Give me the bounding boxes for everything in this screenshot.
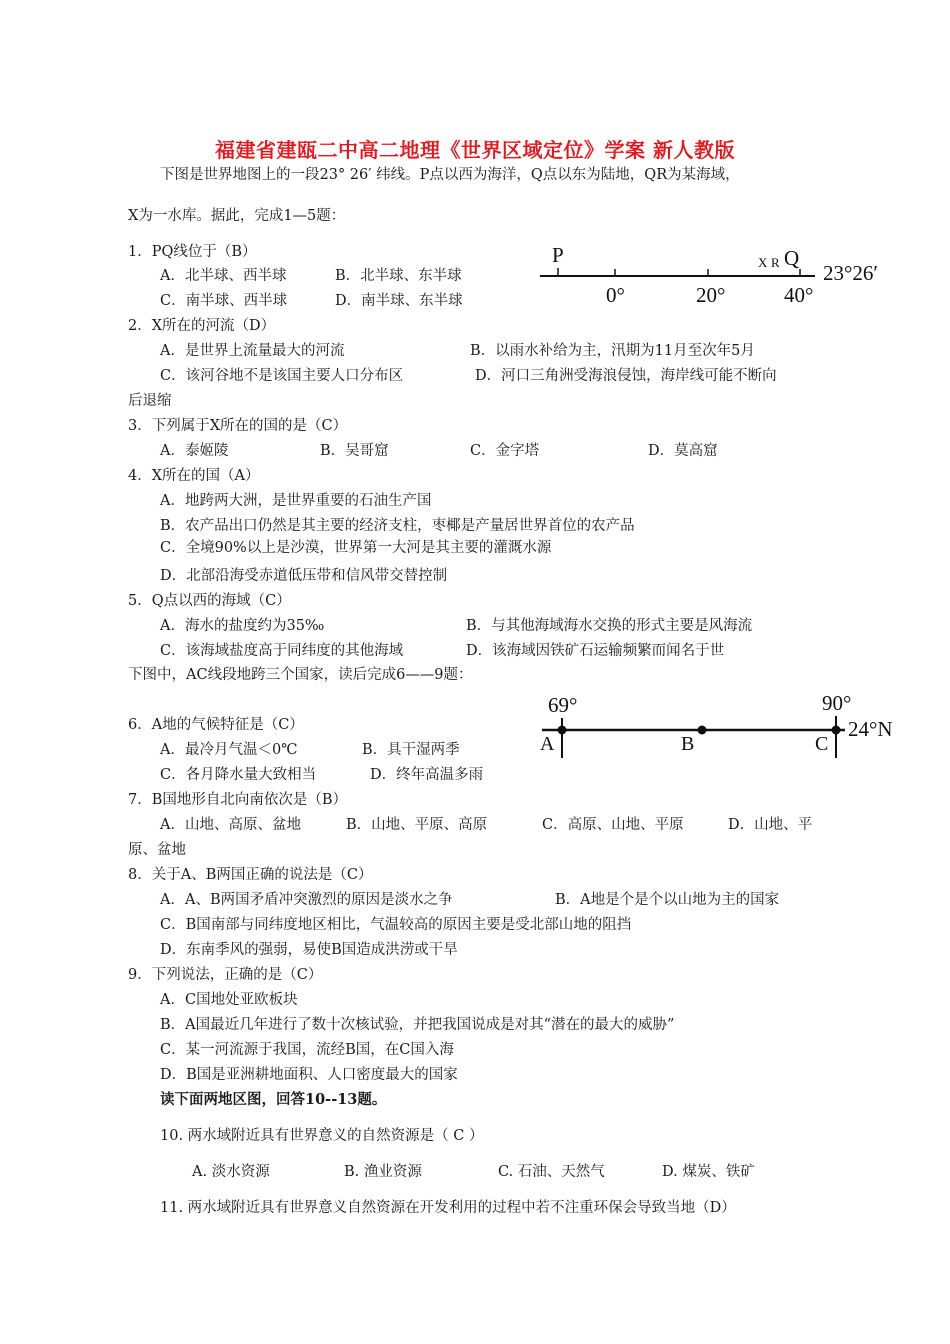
q7-option-d-cont: 原、盆地 xyxy=(128,842,186,858)
q2-option-d: D．河口三角洲受海浪侵蚀，海岸线可能不断向 xyxy=(475,368,777,384)
q6-option-d: D．终年高温多雨 xyxy=(370,767,484,783)
q3-stem: 3．下列属于X所在的国的是（C） xyxy=(128,418,348,434)
q8-option-d: D．东南季风的强弱，易使B国造成洪涝或干旱 xyxy=(160,942,458,958)
q7-option-c: C．高原、山地、平原 xyxy=(542,817,684,833)
q7-stem: 7．B国地形自北向南依次是（B） xyxy=(128,792,348,808)
tick-label-0: 0° xyxy=(606,283,625,307)
point-a xyxy=(558,726,567,735)
label-lat: 23°26′ xyxy=(823,261,878,285)
label-a: A xyxy=(540,733,555,755)
page-title: 福建省建瓯二中高二地理《世界区域定位》学案 新人教版 xyxy=(215,138,735,162)
intro-line-1: 下图是世界地图上的一段23° 26′ 纬线。P点以西为海洋，Q点以东为陆地，QR为某海域， xyxy=(160,167,740,183)
q7-option-a: A．山地、高原、盆地 xyxy=(160,817,301,833)
q9-option-a: A．C国地处亚欧板块 xyxy=(160,992,298,1008)
label-lat-24n: 24°N xyxy=(848,717,893,741)
q8-option-a: A．A、B两国矛盾冲突激烈的原因是淡水之争 xyxy=(160,892,453,908)
q3-option-d: D．莫高窟 xyxy=(648,443,718,459)
q11-stem: 11. 两水域附近具有世界意义自然资源在开发利用的过程中若不注重环保会导致当地（D） xyxy=(160,1200,736,1216)
q9-option-b: B．A国最近几年进行了数十次核试验，并把我国说成是对其“潜在的最大的威胁” xyxy=(160,1017,675,1033)
intro-2: 下图中，AC线段地跨三个国家，读后完成6——9题： xyxy=(128,667,473,683)
q5-option-b: B．与其他海域海水交换的形式主要是风海流 xyxy=(466,618,753,634)
q9-option-d: D．B国是亚洲耕地面积、人口密度最大的国家 xyxy=(160,1067,458,1083)
q10-stem: 10. 两水域附近具有世界意义的自然资源是（ C ） xyxy=(160,1128,484,1144)
q1-option-d: D．南半球、东半球 xyxy=(335,293,463,309)
q9-option-c: C．某一河流源于我国，流经B国，在C国入海 xyxy=(160,1042,454,1058)
label-lon-90: 90° xyxy=(822,691,852,715)
point-c xyxy=(832,726,841,735)
q4-option-d: D．北部沿海受赤道低压带和信风带交替控制 xyxy=(160,568,448,584)
label-q: Q xyxy=(784,246,800,270)
intro-line-2: X为一水库。据此，完成1—5题： xyxy=(128,208,346,224)
q3-option-b: B．吴哥窟 xyxy=(320,443,389,459)
q8-stem: 8．关于A、B两国正确的说法是（C） xyxy=(128,867,373,883)
latitude-figure-1 xyxy=(530,240,890,310)
q8-option-c: C．B国南部与同纬度地区相比，气温较高的原因主要是受北部山地的阻挡 xyxy=(160,917,632,933)
q5-option-d: D．该海域因铁矿石运输频繁而闻名于世 xyxy=(466,643,725,659)
tick-label-20: 20° xyxy=(696,283,726,307)
q4-option-a: A．地跨两大洲，是世界重要的石油生产国 xyxy=(160,493,432,509)
q2-option-b: B．以雨水补给为主，汛期为11月至次年5月 xyxy=(470,343,755,359)
q10-option-d: D. 煤炭、铁矿 xyxy=(662,1164,755,1180)
q10-option-a: A. 淡水资源 xyxy=(192,1164,270,1180)
q1-stem: 1．PQ线位于（B） xyxy=(128,244,257,260)
point-b xyxy=(698,726,707,735)
q7-option-b: B．山地、平原、高原 xyxy=(346,817,488,833)
label-b: B xyxy=(681,733,695,755)
label-x: X xyxy=(758,255,768,270)
q1-option-b: B．北半球、东半球 xyxy=(335,268,462,284)
q9-stem: 9．下列说法，正确的是（C） xyxy=(128,967,323,983)
q1-option-c: C．南半球、西半球 xyxy=(160,293,288,309)
q5-option-c: C．该海域盐度高于同纬度的其他海域 xyxy=(160,643,404,659)
q6-option-c: C．各月降水量大致相当 xyxy=(160,767,317,783)
tick-label-40: 40° xyxy=(784,283,814,307)
q8-option-b: B．A地是个是个以山地为主的国家 xyxy=(555,892,780,908)
label-p: P xyxy=(552,243,564,267)
latitude-figure-2 xyxy=(530,688,910,760)
q4-option-b: B．农产品出口仍然是其主要的经济支柱，枣椰是产量居世界首位的农产品 xyxy=(160,518,635,534)
q6-option-a: A．最冷月气温＜0℃ xyxy=(160,742,298,758)
q6-stem: 6．A地的气候特征是（C） xyxy=(128,717,304,733)
q3-option-c: C．金字塔 xyxy=(470,443,540,459)
q1-option-a: A．北半球、西半球 xyxy=(160,268,287,284)
q2-option-a: A．是世界上流量最大的河流 xyxy=(160,343,345,359)
label-lon-69: 69° xyxy=(548,693,578,717)
intro-3: 读下面两地区图，回答10--13题。 xyxy=(160,1091,387,1108)
label-c: C xyxy=(815,733,829,755)
q2-option-c: C．该河谷地不是该国主要人口分布区 xyxy=(160,368,404,384)
q2-stem: 2．X所在的河流（D） xyxy=(128,318,276,334)
q7-option-d: D．山地、平 xyxy=(728,817,813,833)
q3-option-a: A．泰姬陵 xyxy=(160,443,229,459)
q10-option-c: C. 石油、天然气 xyxy=(498,1164,605,1180)
q4-stem: 4．X所在的国（A） xyxy=(128,468,260,484)
label-r: R xyxy=(771,255,780,270)
q4-option-c: C．全境90%以上是沙漠，世界第一大河是其主要的灌溉水源 xyxy=(160,540,552,556)
q5-option-a: A．海水的盐度约为35‰ xyxy=(160,618,325,634)
q5-stem: 5．Q点以西的海域（C） xyxy=(128,593,291,609)
q10-option-b: B. 渔业资源 xyxy=(344,1164,422,1180)
q6-option-b: B．具干湿两季 xyxy=(362,742,460,758)
q2-option-d-cont: 后退缩 xyxy=(128,393,172,409)
